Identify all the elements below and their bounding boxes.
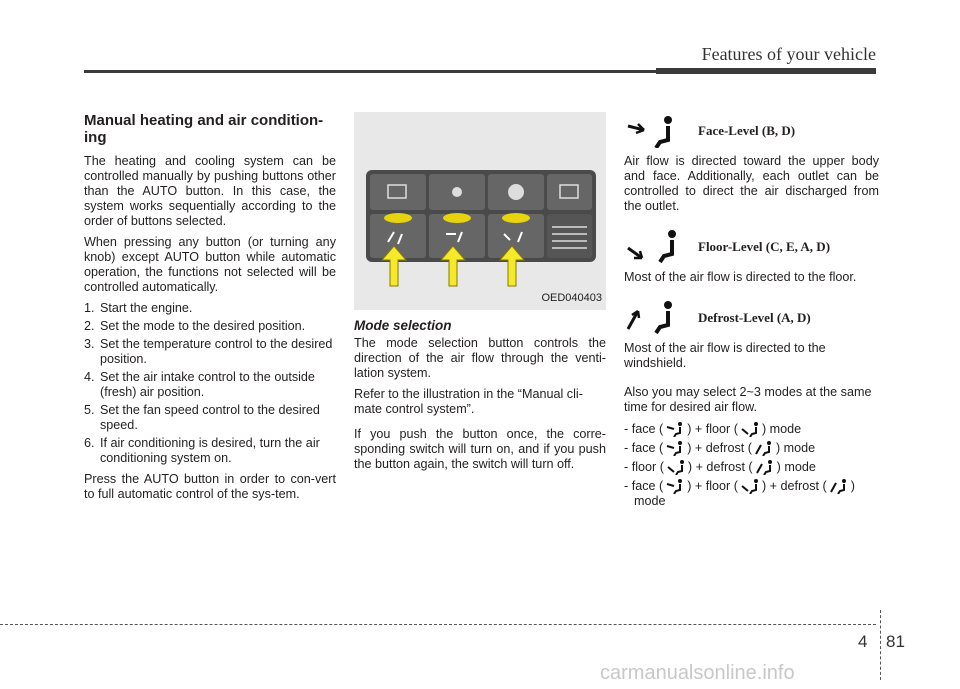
- face-level-icon: [666, 478, 684, 494]
- list-item: 6. If air conditioning is desired, turn the air conditioning system on.: [84, 436, 320, 465]
- defrost-level-icon: [830, 478, 848, 494]
- header-title: Features of your vehicle: [701, 44, 876, 64]
- mode-face: Face-Level (B, D): [624, 112, 879, 148]
- intro-paragraph: The heating and cooling system can be controlled manually by pushing buttons other than the AUTO button. In this case, the system works sequentially according to the order of buttons selected.: [84, 154, 336, 228]
- column-right: [624, 112, 879, 512]
- list-item: 2. Set the mode to the desired position.: [84, 319, 306, 333]
- footer-divider: [880, 610, 881, 680]
- list-item: 5. Set the fan speed control to the desired speed.: [84, 403, 320, 432]
- combo-face-floor: - face ( ) + floor ( ) mode: [624, 421, 802, 436]
- watermark: carmanualsonline.info: [600, 662, 795, 684]
- defrost-level-icon: [624, 299, 678, 335]
- header-rule-accent: [656, 68, 876, 74]
- footer-rule: [0, 624, 876, 625]
- face-level-icon: [624, 112, 678, 148]
- defrost-level-description: Most of the air flow is directed to the windshield.: [624, 341, 826, 370]
- mode-paragraph-2: Refer to the illustration in the “Manual cli-mate control system”.: [354, 387, 583, 416]
- list-item: 4. Set the air intake control to the outside (fresh) air position.: [84, 370, 315, 399]
- mode-paragraph-1: The mode selection button controls the direction of the air flow through the venti-lation system.: [354, 336, 606, 380]
- defrost-level-icon: [755, 440, 773, 456]
- floor-level-icon: [741, 421, 759, 437]
- steps-list: [84, 301, 336, 466]
- mode-floor: Floor-Level (C, E, A, D): [624, 228, 879, 264]
- face-level-description: Air flow is directed toward the upper body and face. Additionally, each outlet can be controlled to direct the air discharged from the outlet.: [624, 154, 879, 213]
- column-middle: [354, 112, 606, 478]
- mode-paragraph-3: If you push the button once, the corre-sponding switch will turn on, and if you push the button again, the switch will turn off.: [354, 427, 606, 471]
- figure-code: OED040403: [541, 292, 602, 304]
- face-level-icon: [666, 421, 684, 437]
- auto-note-paragraph: When pressing any button (or turning any knob) except AUTO button while automatic operation, the functions not selected will be controlled automatically.: [84, 235, 336, 294]
- defrost-level-icon: [756, 459, 774, 475]
- chapter-number: 4: [858, 632, 868, 651]
- floor-level-description: Most of the air flow is directed to the floor.: [624, 270, 857, 284]
- floor-level-icon: [667, 459, 685, 475]
- list-item: 3. Set the temperature control to the desired position.: [84, 337, 333, 366]
- floor-level-icon: [741, 478, 759, 494]
- face-level-icon: [666, 440, 684, 456]
- grille: [547, 214, 592, 258]
- floor-level-icon: [624, 228, 678, 264]
- control-panel-figure: [354, 112, 606, 310]
- closing-paragraph: Press the AUTO button in order to con-vert to full automatic control of the sys-tem.: [84, 472, 336, 501]
- mode-selection-heading: Mode selection: [354, 318, 452, 333]
- control-panel-illustration: [354, 112, 606, 310]
- front-defrost-button: [547, 174, 592, 210]
- rear-defrost-button: [370, 174, 426, 210]
- combo-face-defrost: - face ( ) + defrost ( ) mode: [624, 440, 816, 455]
- combo-floor-defrost: - floor ( ) + defrost ( ) mode: [624, 459, 816, 474]
- list-item: 1. Start the engine.: [84, 301, 193, 315]
- section-heading: Manual heating and air condition-ing: [84, 112, 324, 146]
- column-left: [84, 112, 336, 508]
- page-number: 81: [886, 632, 905, 651]
- mode-defrost: Defrost-Level (A, D): [624, 299, 879, 335]
- combo-face-floor-defrost: - face ( ) + floor ( ) + defrost ( ) mode: [624, 478, 855, 508]
- also-paragraph: Also you may select 2~3 modes at the same time for desired air flow.: [624, 385, 872, 414]
